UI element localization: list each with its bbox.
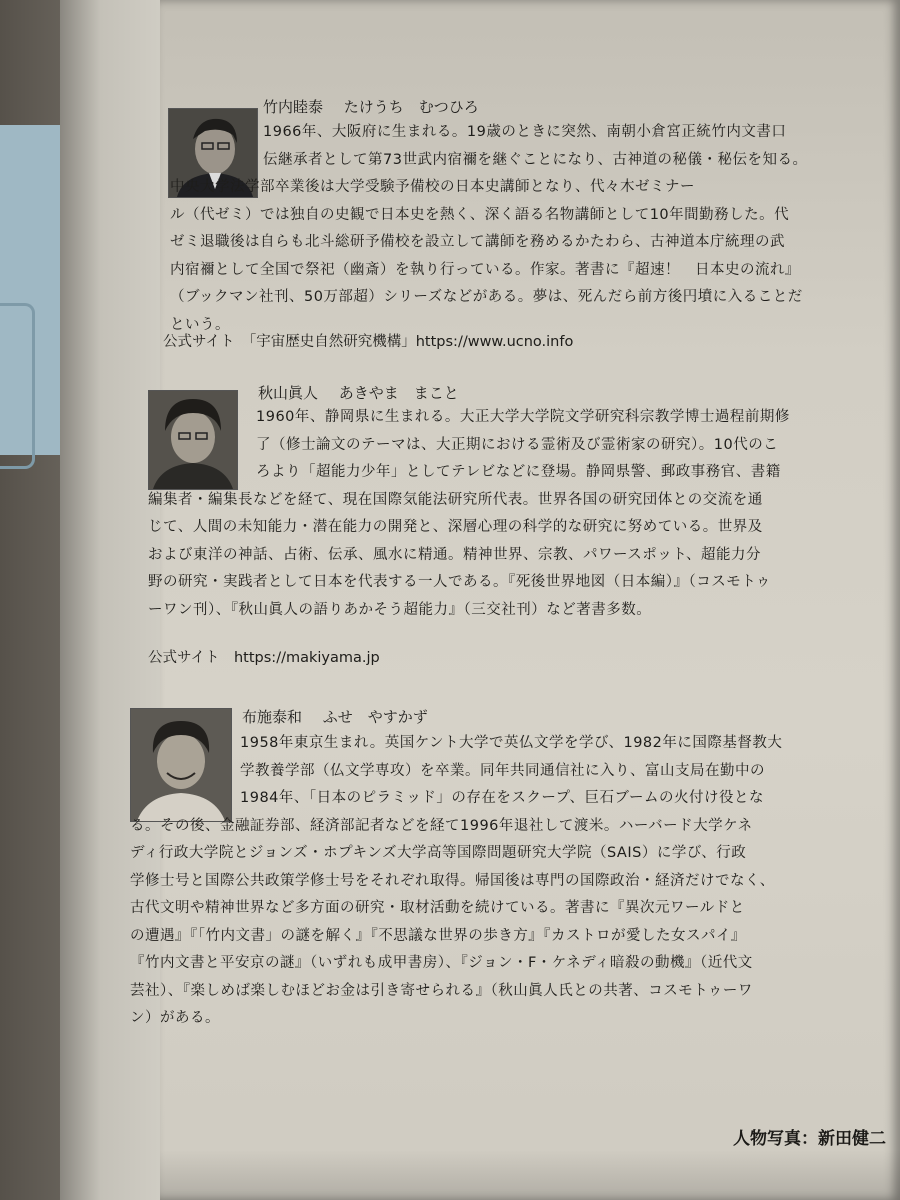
bio-3-name-text: 布施泰和 [242, 708, 303, 726]
bio-2-line: 編集者・編集長などを経て、現在国際気能法研究所代表。世界各国の研究団体との交流を通 [148, 491, 763, 508]
bio-1-line: 内宿禰として全国で祭祀（幽斎）を執り行っている。作家。著書に『超速！ 日本史の流れ』 [170, 261, 800, 278]
bio-1-name [263, 96, 495, 117]
bio-2-name [258, 382, 475, 403]
bio-2-line: じて、人間の未知能力・潜在能力の開発と、深層心理の科学的な研究に努めている。世界及 [148, 519, 763, 535]
bio-3-line: 古代文明や精神世界など多方面の研究・取材活動を続けている。著書に『異次元ワールドと [130, 900, 745, 916]
bio-3-line: 1958年東京生まれ。英国ケント大学で英仏文学を学び、1982年に国際基督教大 [240, 735, 783, 751]
bio-2-text [148, 404, 790, 624]
page-shadow [160, 1150, 900, 1200]
bio-2-website: 公式サイト https://makiyama.jp [148, 650, 380, 666]
bio-3-line: 学修士号と国際公共政策学修士号をそれぞれ取得。帰国後は専門の国際政治・経済だけでなく、 [130, 872, 775, 889]
bio-1-line: ル（代ゼミ）では独自の史観で日本史を熱く、深く語る名物講師として10年間勤務した。代 [170, 206, 790, 223]
bio-2-line: 了（修士論文のテーマは、大正期における霊術及び霊術家の研究）。10代のこ [256, 436, 779, 453]
bio-3-line: ディ行政大学院とジョンズ・ホプキンズ大学高等国際問題研究大学院（SAIS）に学び、行政 [130, 845, 747, 861]
photo-credit: 人物写真：新田健二 [733, 1129, 886, 1149]
bio-1-line: 伝継承者として第73世武内宿禰を継ぐことになり、古神道の秘儀・秘伝を知る。 [263, 151, 808, 168]
bio-1-website: 公式サイト 「宇宙歴史自然研究機構」https://www.ucno.info [163, 334, 574, 350]
bio-3-text [130, 730, 783, 1033]
bio-1-name-text: 竹内睦泰 [263, 98, 324, 116]
bio-3-line: る。その後、金融証券部、経済部記者などを経て1996年退社して渡米。ハーバード大学ケネ [130, 817, 753, 834]
bio-2-reading: あきやま まこと [338, 384, 459, 402]
bio-2-line: 1960年、静岡県に生まれる。大正大学大学院文学研究科宗教学博士過程前期修 [256, 409, 790, 425]
bio-1-line: 1966年、大阪府に生まれる。19歳のときに突然、南朝小倉宮正統竹内文書口 [263, 124, 787, 140]
bio-3-line: ン）がある。 [130, 1010, 220, 1026]
blue-card-frame [0, 303, 35, 469]
bio-3-reading: ふせ やすかず [322, 708, 428, 726]
bio-3-name [242, 706, 444, 727]
bio-3-line: 1984年、「日本のピラミッド」の存在をスクープ、巨石ブームの火付け役とな [240, 790, 765, 806]
bio-2-name-text: 秋山眞人 [258, 384, 319, 402]
bio-3-line: 芸社）、『楽しめば楽しむほどお金は引き寄せられる』（秋山眞人氏との共著、コスモトゥーワ [130, 982, 753, 999]
bio-1-text [170, 119, 808, 339]
bio-3-line: 『竹内文書と平安京の謎』（いずれも成甲書房）、『ジョン・F・ケネディ暗殺の動機』（近代文 [130, 955, 753, 971]
portrait-photo-2 [148, 390, 238, 490]
bio-1-line: という。 [170, 316, 230, 333]
bio-2-line: ろより「超能力少年」としてテレビなどに登場。静岡県警、郵政事務官、書籍 [256, 464, 781, 480]
bio-2-line: および東洋の神話、占術、伝承、風水に精通。精神世界、宗教、パワースポット、超能力分 [148, 546, 761, 563]
bio-1-line: （ブックマン社刊、50万部超）シリーズなどがある。夢は、死んだら前方後円墳に入ることだ [170, 289, 803, 305]
bio-3-line: の遭遇』『「竹内文書」の謎を解く』『不思議な世界の歩き方』『カストロが愛した女スパイ』 [130, 927, 746, 944]
bio-3-line: 学教養学部（仏文学専攻）を卒業。同年共同通信社に入り、富山支局在勤中の [240, 762, 765, 779]
bio-2-line: ーワン刊）、『秋山眞人の語りあかそう超能力』（三交社刊）など著書多数。 [148, 601, 652, 618]
bio-1-line: 中央大学法学部卒業後は大学受験予備校の日本史講師となり、代々木ゼミナー [170, 179, 695, 195]
book-page [130, 0, 900, 1200]
portrait-photo-3 [130, 708, 232, 822]
bio-1-reading: たけうち むつひろ [343, 98, 479, 116]
bio-1-line: ゼミ退職後は自らも北斗総研予備校を設立して講師を務めるかたわら、古神道本庁統理の武 [170, 234, 785, 250]
bio-2-line: 野の研究・実践者として日本を代表する一人である。『死後世界地図（日本編）』（コスモトゥ [148, 574, 771, 590]
